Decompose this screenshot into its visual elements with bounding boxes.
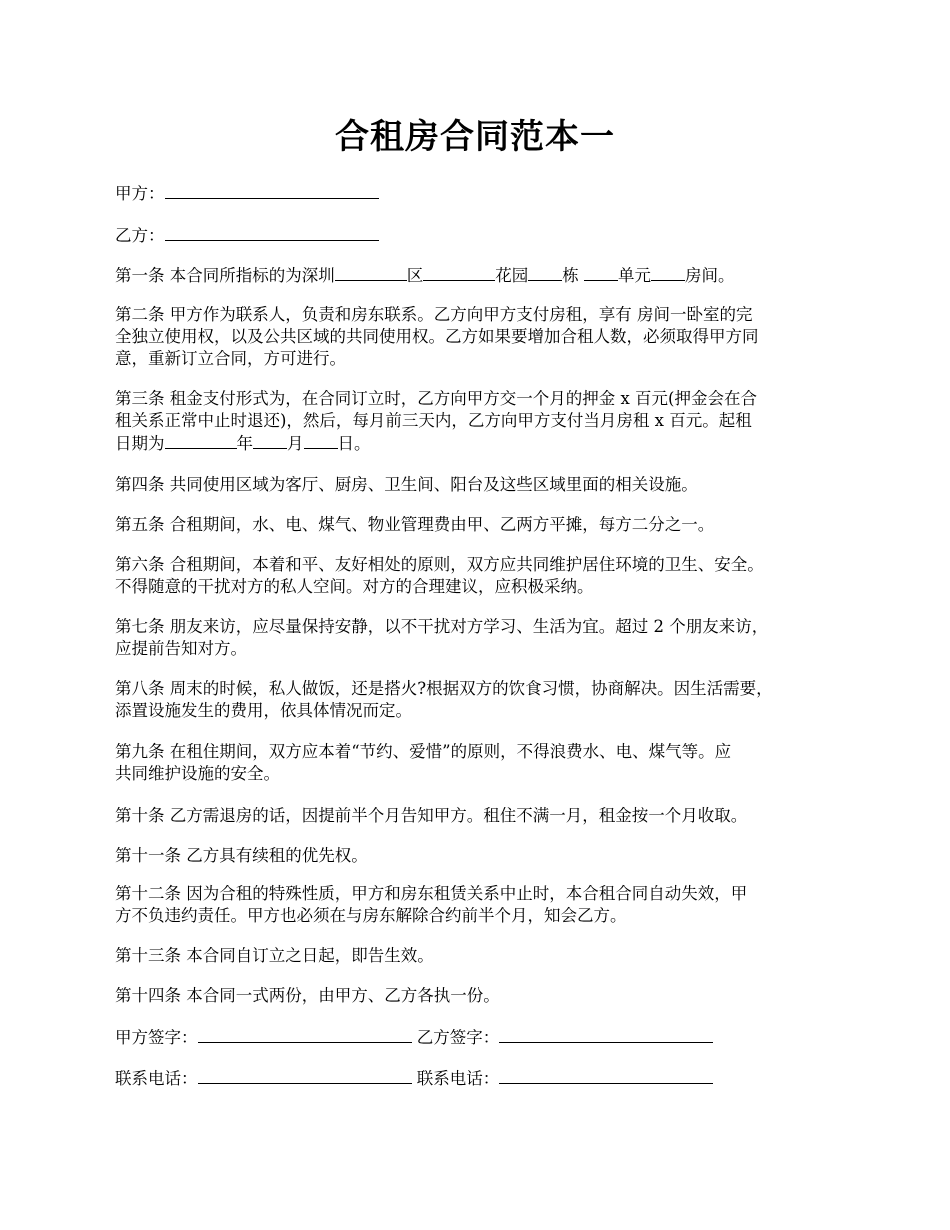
article-14-line: 第十四条 本合同一式两份，由甲方、乙方各执一份。: [115, 986, 500, 1005]
article-2: [115, 304, 835, 370]
party-b-line: [115, 224, 835, 247]
room-blank: [651, 264, 685, 281]
article-10-line: 第十条 乙方需退房的话，因提前半个月告知甲方。租住不满一月，租金按一个月收取。: [115, 806, 748, 825]
article-3-text: 日期为: [115, 434, 165, 453]
article-2-line: 第二条 甲方作为联系人，负责和房东联系。乙方向甲方支付房租，享有 房间一卧室的完: [115, 305, 753, 324]
article-2-line: 意，重新订立合同，方可进行。: [115, 349, 346, 368]
phone-line: [115, 1067, 835, 1090]
article-11-line: 第十一条 乙方具有续租的优先权。: [115, 846, 368, 865]
phone-a-label: 联系电话：: [115, 1069, 198, 1088]
article-7: [115, 616, 835, 660]
article-13-line: 第十三条 本合同自订立之日起，即告生效。: [115, 946, 434, 965]
party-b-blank: [165, 224, 379, 241]
article-6-line: 第六条 合租期间，本着和平、友好相处的原则，双方应共同维护居住环境的卫生、安全。: [115, 555, 764, 574]
article-1-text: 花园: [495, 266, 529, 285]
party-a-line: [115, 182, 835, 205]
article-1-text: 栋: [562, 266, 584, 285]
sign-a-blank: [198, 1026, 412, 1043]
document-title: 合租房合同范本一: [335, 117, 615, 157]
article-9-line: 第九条 在租住期间，双方应本着“节约、爱惜”的原则，不得浪费水、电、煤气等。应: [115, 742, 732, 761]
article-12-line: 第十二条 因为合租的特殊性质，甲方和房东租赁关系中止时，本合租合同自动失效，甲: [115, 884, 748, 903]
article-1-text: 第一条 本合同所指标的为深圳: [115, 266, 335, 285]
article-4-line: 第四条 共同使用区域为客厅、厨房、卫生间、阳台及这些区域里面的相关设施。: [115, 475, 698, 494]
article-1-text: 区: [406, 266, 424, 285]
start-day-blank: [304, 432, 338, 449]
article-12: [115, 883, 835, 927]
article-1-text: 房间。: [685, 266, 735, 285]
article-12-line: 方不负违约责任。甲方也必须在与房东解除合约前半个月，知会乙方。: [115, 906, 627, 925]
sign-a-label: 甲方签字：: [115, 1028, 198, 1047]
signature-line: [115, 1026, 835, 1049]
district-blank: [335, 264, 407, 281]
article-3-text: 日。: [337, 434, 371, 453]
party-b-label: 乙方：: [115, 226, 165, 245]
article-9: [115, 741, 835, 785]
article-7-line: 第七条 朋友来访，应尽量保持安静，以不干扰对方学习、生活为宜。超过 2 个朋友来访，: [115, 617, 769, 636]
building-blank: [528, 264, 562, 281]
article-7-line: 应提前告知对方。: [115, 639, 247, 658]
article-6: [115, 554, 835, 598]
party-a-blank: [165, 182, 379, 199]
sign-b-label: 乙方签字：: [416, 1028, 500, 1047]
article-8: [115, 678, 835, 722]
sign-b-blank: [499, 1026, 713, 1043]
article-3-line: 租关系正常中止时退还)，然后，每月前三天内，乙方向甲方支付当月房租 x 百元。起租: [115, 411, 752, 430]
phone-b-blank: [499, 1067, 713, 1084]
article-8-line: 添置设施发生的费用，依具体情况而定。: [115, 701, 412, 720]
article-14: [115, 985, 835, 1007]
article-1-text: 单元: [618, 266, 651, 285]
article-3-text: 年: [236, 434, 253, 453]
article-1: [115, 264, 835, 287]
phone-a-blank: [198, 1067, 412, 1084]
article-8-line: 第八条 周末的时候，私人做饭，还是搭火?根据双方的饮食习惯，协商解决。因生活需要，: [115, 679, 773, 698]
article-13: [115, 945, 835, 967]
article-3: [115, 388, 835, 455]
article-5-line: 第五条 合租期间，水、电、煤气、物业管理费由甲、乙两方平摊，每方二分之一。: [115, 515, 715, 534]
phone-b-label: 联系电话：: [416, 1069, 500, 1088]
article-5: [115, 514, 835, 536]
unit-blank: [584, 264, 618, 281]
garden-blank: [423, 264, 495, 281]
article-2-line: 全独立使用权，以及公共区域的共同使用权。乙方如果要增加合租人数，必须取得甲方同: [115, 327, 759, 346]
article-3-line: 第三条 租金支付形式为，在合同订立时，乙方向甲方交一个月的押金 x 百元(押金会在合: [115, 389, 757, 408]
article-6-line: 不得随意的干扰对方的私人空间。对方的合理建议，应积极采纳。: [115, 577, 594, 596]
article-9-line: 共同维护设施的安全。: [115, 764, 280, 783]
start-month-blank: [253, 432, 287, 449]
article-11: [115, 845, 835, 867]
article-3-text: 月: [287, 434, 304, 453]
article-4: [115, 474, 835, 496]
article-10: [115, 805, 835, 827]
start-year-blank: [165, 432, 237, 449]
party-a-label: 甲方：: [115, 184, 165, 203]
